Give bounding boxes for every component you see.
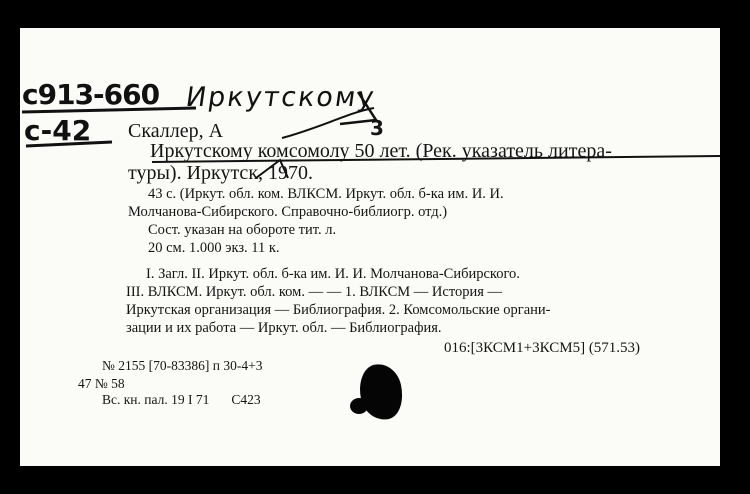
record-sequence: 47 № 58 — [78, 376, 125, 391]
handwritten-call-number-2: с-42 — [24, 114, 92, 147]
ink-blot — [355, 360, 408, 424]
compiler-note: Сост. указан на обороте тит. л. — [148, 222, 337, 238]
handwritten-mark-number: 3 — [370, 116, 384, 140]
handwritten-call-number-1: с913-660 — [22, 78, 160, 111]
catalog-card — [20, 28, 720, 466]
physical-description-1: 43 с. (Иркут. обл. ком. ВЛКСМ. Иркут. обл. б-ка им. И. И. — [148, 186, 504, 202]
classification-code: 016:[3КСМ1+3КСМ5] (571.53) — [444, 340, 641, 356]
physical-description-2: Молчанова-Сибирского. Справочно-библиогр. отд.) — [128, 204, 448, 220]
tracings-line-3: Иркутская организация — Библиография. 2. Комсомольские органи- — [126, 302, 551, 318]
handwritten-subject-word: Иркутскому — [183, 82, 378, 113]
title-line-2: туры). Иркутск, 1970. — [128, 162, 314, 184]
size-and-print-run: 20 см. 1.000 экз. 11 к. — [148, 240, 280, 256]
tracings-line-4: зации и их работа — Иркут. обл. — Библиография. — [126, 320, 442, 336]
record-chamber-date: Вс. кн. пал. 19 I 71 — [102, 392, 210, 407]
author: Скаллер, А — [128, 120, 224, 142]
ink-blot — [350, 398, 368, 414]
tracings-line-1: I. Загл. II. Иркут. обл. б-ка им. И. И. Молчанова-Сибирского. — [146, 266, 520, 282]
record-code: C423 — [231, 392, 261, 407]
tracings-line-2: III. ВЛКСМ. Иркут. обл. ком. — — 1. ВЛКСМ — История — — [126, 284, 503, 300]
title-line-1: Иркутскому комсомолу 50 лет. (Рек. указатель литера- — [150, 140, 612, 162]
record-number: № 2155 [70-83386] п 30-4+3 — [102, 358, 263, 373]
record-chamber-line — [102, 392, 261, 408]
